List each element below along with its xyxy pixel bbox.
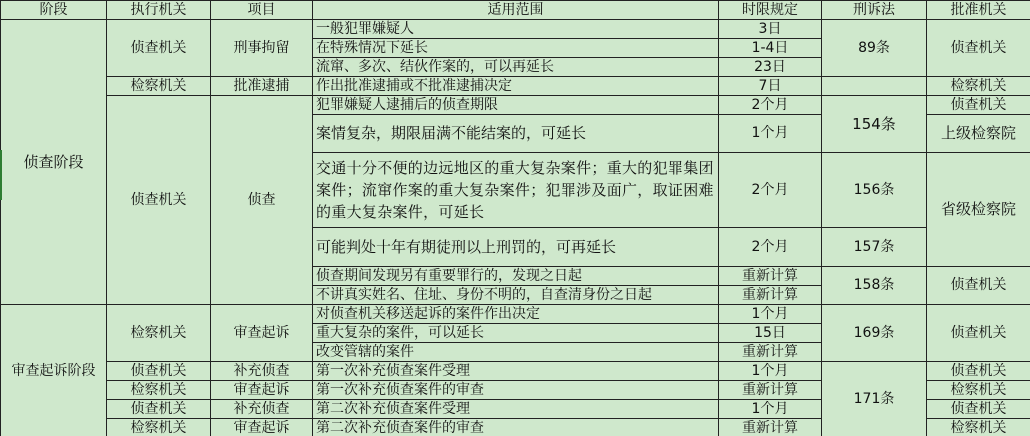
stage-review[interactable]: 审查起诉阶段 [1, 305, 107, 436]
scope-cell[interactable]: 不讲真实姓名、住址、身份不明的，自查清身份之日起 [313, 286, 719, 305]
scope-cell[interactable]: 一般犯罪嫌疑人 [313, 20, 719, 39]
stage-investigation[interactable]: 侦查阶段 [1, 20, 107, 305]
item-cell[interactable]: 审查起诉 [211, 419, 313, 436]
table-row [1, 77, 1030, 96]
limit-cell[interactable]: 2个月 [719, 153, 822, 228]
scope-cell[interactable]: 交通十分不便的边远地区的重大复杂案件；重大的犯罪集团案件；流窜作案的重大复杂案件；犯罪涉及面广，取证困难的重大复杂案件，可延长 [313, 153, 719, 228]
header-organ[interactable]: 执行机关 [107, 1, 211, 20]
limit-cell[interactable]: 7日 [719, 77, 822, 96]
approver-cell[interactable]: 检察机关 [927, 419, 1030, 436]
item-cell[interactable]: 审查起诉 [211, 381, 313, 400]
limit-cell[interactable]: 2个月 [719, 228, 822, 267]
limit-cell[interactable]: 1个月 [719, 400, 822, 419]
header-item[interactable]: 项目 [211, 1, 313, 20]
header-law[interactable]: 刑诉法 [822, 1, 927, 20]
scope-cell[interactable]: 流窜、多次、结伙作案的，可以再延长 [313, 58, 719, 77]
limit-cell[interactable]: 23日 [719, 58, 822, 77]
law-cell[interactable]: 156条 [822, 153, 927, 228]
organ-cell[interactable]: 侦查机关 [107, 20, 211, 77]
approver-cell[interactable]: 侦查机关 [927, 267, 1030, 305]
approver-cell[interactable]: 侦查机关 [927, 400, 1030, 419]
item-cell[interactable]: 审查起诉 [211, 305, 313, 362]
law-cell[interactable]: 157条 [822, 228, 927, 267]
approver-cell[interactable]: 检察机关 [927, 381, 1030, 400]
header-stage[interactable]: 阶段 [1, 1, 107, 20]
limit-cell[interactable]: 15日 [719, 324, 822, 343]
table-row [1, 305, 1030, 324]
law-cell[interactable]: 158条 [822, 267, 927, 305]
scope-cell[interactable]: 可能判处十年有期徒刑以上刑罚的，可再延长 [313, 228, 719, 267]
limit-cell[interactable]: 3日 [719, 20, 822, 39]
organ-cell[interactable]: 侦查机关 [107, 362, 211, 381]
law-cell[interactable]: 89条 [822, 20, 927, 77]
table-row [1, 20, 1030, 39]
organ-cell[interactable]: 检察机关 [107, 381, 211, 400]
limit-cell[interactable]: 1个月 [719, 362, 822, 381]
scope-cell[interactable]: 侦查期间发现另有重要罪行的，发现之日起 [313, 267, 719, 286]
item-cell[interactable]: 补充侦查 [211, 362, 313, 381]
limit-cell[interactable]: 重新计算 [719, 419, 822, 436]
approver-cell[interactable]: 省级检察院 [927, 153, 1030, 267]
table-row [1, 96, 1030, 115]
approver-cell[interactable]: 侦查机关 [927, 305, 1030, 362]
organ-cell[interactable]: 检察机关 [107, 77, 211, 96]
header-scope[interactable]: 适用范围 [313, 1, 719, 20]
law-cell[interactable]: 169条 [822, 305, 927, 362]
item-cell[interactable]: 批准逮捕 [211, 77, 313, 96]
organ-cell[interactable]: 检察机关 [107, 305, 211, 362]
approver-cell[interactable]: 侦查机关 [927, 96, 1030, 115]
approver-cell[interactable]: 上级检察院 [927, 115, 1030, 153]
approver-cell[interactable]: 侦查机关 [927, 362, 1030, 381]
approver-cell[interactable]: 侦查机关 [927, 20, 1030, 77]
scope-cell[interactable]: 重大复杂的案件，可以延长 [313, 324, 719, 343]
scope-cell[interactable]: 犯罪嫌疑人逮捕后的侦查期限 [313, 96, 719, 115]
limit-cell[interactable]: 1个月 [719, 305, 822, 324]
limit-cell[interactable]: 重新计算 [719, 286, 822, 305]
scope-cell[interactable]: 改变管辖的案件 [313, 343, 719, 362]
cell-selection-marker [0, 150, 2, 200]
limit-cell[interactable]: 2个月 [719, 96, 822, 115]
scope-cell[interactable]: 在特殊情况下延长 [313, 39, 719, 58]
limit-cell[interactable]: 重新计算 [719, 381, 822, 400]
scope-cell[interactable]: 第二次补充侦查案件的审查 [313, 419, 719, 436]
scope-cell[interactable]: 第一次补充侦查案件受理 [313, 362, 719, 381]
limit-cell[interactable]: 1-4日 [719, 39, 822, 58]
header-limit[interactable]: 时限规定 [719, 1, 822, 20]
header-row [1, 1, 1030, 20]
limit-cell[interactable]: 重新计算 [719, 343, 822, 362]
item-cell[interactable]: 刑事拘留 [211, 20, 313, 77]
law-cell[interactable] [822, 77, 927, 96]
scope-cell[interactable]: 作出批准逮捕或不批准逮捕决定 [313, 77, 719, 96]
organ-cell[interactable]: 检察机关 [107, 419, 211, 436]
limit-cell[interactable]: 1个月 [719, 115, 822, 153]
item-cell[interactable]: 补充侦查 [211, 400, 313, 419]
item-cell[interactable]: 侦查 [211, 96, 313, 305]
limit-cell[interactable]: 重新计算 [719, 267, 822, 286]
header-approver[interactable]: 批准机关 [927, 1, 1030, 20]
law-cell[interactable]: 171条 [822, 362, 927, 436]
table-row [1, 362, 1030, 381]
scope-cell[interactable]: 第一次补充侦查案件的审查 [313, 381, 719, 400]
law-cell[interactable]: 154条 [822, 96, 927, 153]
scope-cell[interactable]: 对侦查机关移送起诉的案件作出决定 [313, 305, 719, 324]
approver-cell[interactable]: 检察机关 [927, 77, 1030, 96]
organ-cell[interactable]: 侦查机关 [107, 96, 211, 305]
organ-cell[interactable]: 侦查机关 [107, 400, 211, 419]
scope-cell[interactable]: 案情复杂，期限届满不能结案的，可延长 [313, 115, 719, 153]
scope-cell[interactable]: 第二次补充侦查案件受理 [313, 400, 719, 419]
